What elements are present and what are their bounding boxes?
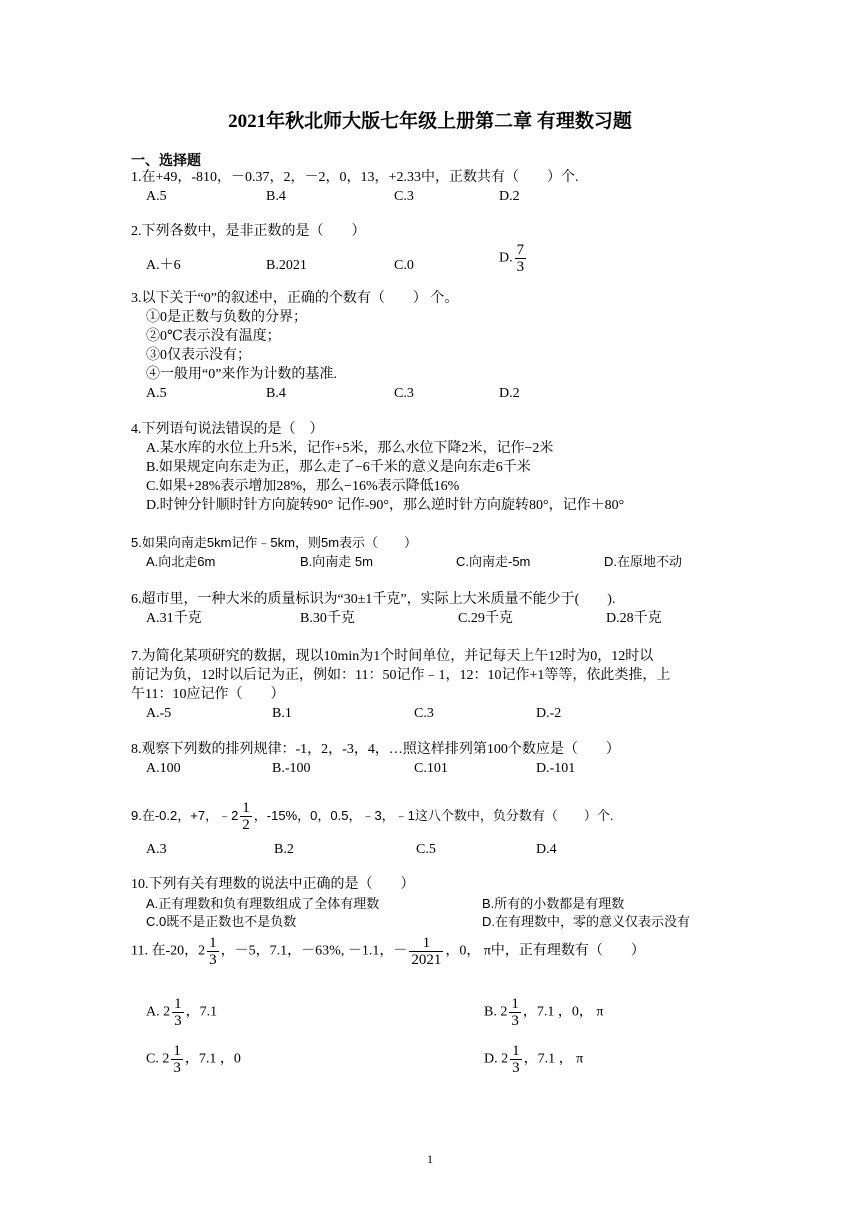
q11-option-a-text: ，7.1 xyxy=(185,1004,218,1020)
q11-option-d-label: D. 2 xyxy=(484,1051,509,1067)
q1-option-a: A.5 xyxy=(146,189,167,204)
fraction-numerator: 7 xyxy=(516,242,525,258)
fraction-numerator: 1 xyxy=(511,996,519,1012)
q6-option-d: D.28千克 xyxy=(606,611,662,626)
fraction-numerator: 1 xyxy=(173,1043,181,1059)
question-11-stem xyxy=(131,935,645,968)
q8-option-a: A.100 xyxy=(146,761,181,776)
q7-option-b: B.1 xyxy=(272,706,292,721)
fraction-denominator: 3 xyxy=(511,1013,519,1029)
question-3-stem: 3.以下关于“0”的叙述中，正确的个数有（ ） 个。 xyxy=(131,291,459,306)
fraction-numerator: 1 xyxy=(242,800,250,816)
question-1-stem: 1.在+49，-810，－0.37，2，－2，0，13，+2.33中，正数共有（ ）个. xyxy=(131,170,579,185)
q3-option-d: D.2 xyxy=(499,386,520,401)
q9-option-a: A.3 xyxy=(146,842,167,857)
fraction xyxy=(515,242,527,275)
q10-option-b: B.所有的小数都是有理数 xyxy=(482,896,625,911)
fraction xyxy=(171,1043,183,1076)
question-10-stem: 10.下列有关有理数的说法中正确的是（ ） xyxy=(131,877,415,892)
q8-option-d: D.-101 xyxy=(536,761,576,776)
q1-option-b: B.4 xyxy=(266,189,286,204)
q5-option-b: B.向南走 5m xyxy=(300,554,373,569)
question-6-stem: 6.超市里，一种大米的质量标识为“30±1千克”，实际上大米质量不能少于( ). xyxy=(131,592,616,607)
fraction xyxy=(172,996,184,1029)
fraction xyxy=(240,800,252,833)
q10-option-a: A.正有理数和负有理数组成了全体有理数 xyxy=(146,896,380,911)
fraction-denominator: 3 xyxy=(516,259,525,275)
q7-option-c: C.3 xyxy=(414,706,434,721)
q2-option-b: B.2021 xyxy=(266,258,307,273)
fraction-denominator: 3 xyxy=(512,1060,520,1076)
question-7-line-2: 前记为负，12时以后记为正，例如：11：50记作﹣1，12：10记作+1等等，依此类推，上 xyxy=(131,668,671,683)
section-heading: 一、选择题 xyxy=(131,154,201,169)
q6-option-b: B.30千克 xyxy=(300,611,355,626)
q2-option-c: C.0 xyxy=(394,258,414,273)
q11-option-a-label: A. 2 xyxy=(146,1004,171,1020)
q4-option-a: A.某水库的水位上升5米，记作+5米，那么水位下降2米，记作−2米 xyxy=(146,441,554,456)
q11-option-d xyxy=(484,1043,583,1076)
q9-stem-start: 9.在-0.2，+7，﹣2 xyxy=(131,807,239,823)
q3-option-a: A.5 xyxy=(146,386,167,401)
question-7-line-3: 午11：10应记作（ ） xyxy=(131,687,285,702)
q11-option-c xyxy=(146,1043,241,1076)
q7-option-a: A.-5 xyxy=(146,706,172,721)
q4-option-d: D.时钟分针顺时针方向旋转90° 记作-90°，那么逆时针方向旋转80°，记作＋80° xyxy=(146,498,625,513)
q1-option-c: C.3 xyxy=(394,189,414,204)
q3-statement-2: ②0℃表示没有温度； xyxy=(146,329,281,344)
q6-option-c: C.29千克 xyxy=(458,611,513,626)
fraction xyxy=(409,935,443,968)
q10-option-d: D.在有理数中，零的意义仅表示没有 xyxy=(482,914,691,929)
q8-option-c: C.101 xyxy=(414,761,448,776)
question-5-stem: 5.如果向南走5km记作﹣5km，则5m表示（ ） xyxy=(131,535,418,550)
q9-stem-end: ，-15%，0，0.5，﹣3，﹣1这八个数中，负分数有（ ）个. xyxy=(253,807,614,823)
q5-option-a: A.向北走6m xyxy=(146,554,216,569)
q11-option-d-text: ，7.1 ， π xyxy=(523,1051,584,1067)
q7-option-d: D.-2 xyxy=(536,706,562,721)
q11-option-c-label: C. 2 xyxy=(146,1051,170,1067)
question-8-stem: 8.观察下列数的排列规律：-1，2，-3，4，…照这样排列第100个数应是（ ） xyxy=(131,742,620,757)
q3-option-c: C.3 xyxy=(394,386,414,401)
fraction-numerator: 1 xyxy=(174,996,182,1012)
q11-stem-end: ，0， π中，正有理数有（ ） xyxy=(445,943,645,959)
q10-option-c: C.0既不是正数也不是负数 xyxy=(146,914,297,929)
fraction-denominator: 3 xyxy=(173,1060,181,1076)
q4-option-c: C.如果+28%表示增加28%，那么−16%表示降低16% xyxy=(146,479,460,494)
fraction xyxy=(510,1043,522,1076)
page-title: 2021年秋北师大版七年级上册第二章 有理数习题 xyxy=(228,111,632,132)
q3-option-b: B.4 xyxy=(266,386,286,401)
question-7-line-1: 7.为简化某项研究的数据，现以10min为1个时间单位，并记每天上午12时为0，12时以 xyxy=(131,649,654,664)
q6-option-a: A.31千克 xyxy=(146,611,202,626)
question-9-stem xyxy=(131,800,614,833)
q11-option-c-text: ，7.1 ，0 xyxy=(184,1051,241,1067)
fraction-denominator: 3 xyxy=(209,952,217,968)
q1-option-d: D.2 xyxy=(499,189,520,204)
q2-option-a: A.＋6 xyxy=(146,258,181,273)
q2-option-d-label: D. xyxy=(499,250,513,266)
q11-stem-middle: ，－5，7.1，－63%, －1.1，－ xyxy=(220,943,408,959)
q8-option-b: B.-100 xyxy=(272,761,311,776)
q11-option-b-text: ，7.1 ，0， π xyxy=(522,1004,604,1020)
q4-option-b: B.如果规定向东走为正，那么走了−6千米的意义是向东走6千米 xyxy=(146,460,531,475)
page-number: 1 xyxy=(427,1152,433,1166)
fraction xyxy=(509,996,521,1029)
q5-option-d: D.在原地不动 xyxy=(604,554,683,569)
question-4-stem: 4.下列语句说法错误的是（ ） xyxy=(131,422,324,437)
question-2-stem: 2.下列各数中，是非正数的是（ ） xyxy=(131,224,366,239)
q11-option-b xyxy=(484,996,603,1029)
fraction-denominator: 3 xyxy=(174,1013,182,1029)
q9-option-d: D.4 xyxy=(536,842,557,857)
fraction-denominator: 2021 xyxy=(411,952,442,968)
q11-option-a xyxy=(146,996,217,1029)
fraction-numerator: 1 xyxy=(512,1043,520,1059)
q11-stem-start: 11. 在-20，2 xyxy=(131,943,206,959)
fraction xyxy=(207,935,219,968)
q5-option-c: C.向南走-5m xyxy=(456,554,531,569)
fraction-denominator: 2 xyxy=(242,817,250,833)
q9-option-c: C.5 xyxy=(416,842,436,857)
q3-statement-3: ③0仅表示没有； xyxy=(146,348,251,363)
fraction-numerator: 1 xyxy=(209,935,217,951)
q3-statement-4: ④一般用“0”来作为计数的基准. xyxy=(146,367,337,382)
q2-option-d xyxy=(499,242,528,275)
q9-option-b: B.2 xyxy=(274,842,294,857)
q11-option-b-label: B. 2 xyxy=(484,1004,508,1020)
fraction-numerator: 1 xyxy=(422,935,431,951)
q3-statement-1: ①0是正数与负数的分界； xyxy=(146,310,307,325)
